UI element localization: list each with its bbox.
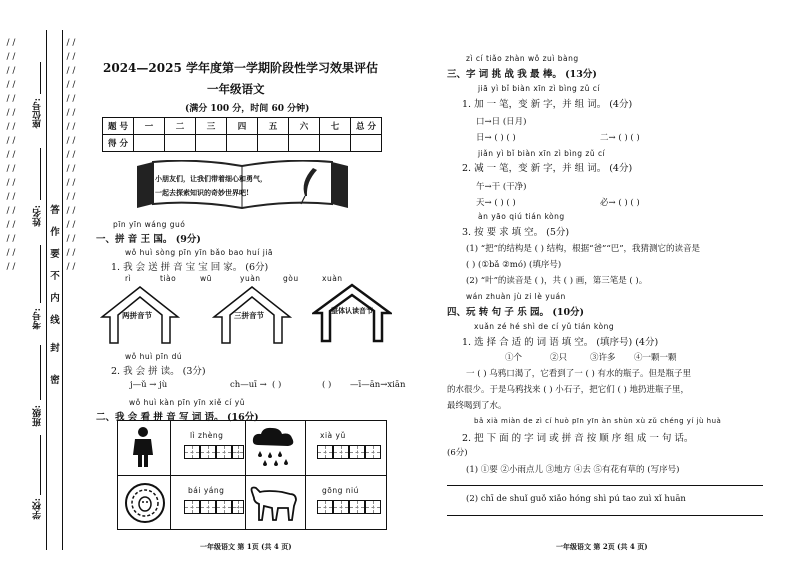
s3q1-pinyin: jiā yì bǐ biàn xīn zì bìng zǔ cí <box>478 84 600 93</box>
writing-box[interactable] <box>365 445 381 459</box>
score-cell[interactable] <box>289 135 320 152</box>
section2-title: 二、我 会 看 拼 音 写 词 语。 (16分) <box>96 412 259 423</box>
writing-box[interactable] <box>184 445 200 459</box>
s4q1-text: 1. 选 择 合 适 的 词 语 填 空。 (填序号) (4分) <box>462 337 659 348</box>
score-cell[interactable] <box>227 135 258 152</box>
score-header: 一 <box>134 118 165 135</box>
q1-text: 1. 我 会 送 拼 音 宝 宝 回 家。 (6分) <box>111 262 269 273</box>
section1-title: 一、拼 音 王 国。 (9分) <box>96 234 201 245</box>
score-header: 五 <box>258 118 289 135</box>
s4q1-option: ③许多 <box>590 353 616 363</box>
s3q1-a[interactable]: 日→ ( ) ( ) <box>476 133 516 143</box>
answer-line[interactable] <box>447 485 763 486</box>
seal-char: 密 <box>50 375 60 386</box>
house-label: 整体认读音节 <box>331 306 373 315</box>
footer-left: 一年级语文 第 1页 (共 4 页) <box>200 542 292 551</box>
q1-item: yuàn <box>240 274 261 283</box>
q2-blank[interactable]: ( ) <box>272 380 282 390</box>
score-cell[interactable] <box>165 135 196 152</box>
section3-pinyin: zì cí tiǎo zhàn wǒ zuì bàng <box>466 54 579 63</box>
s3q2-pinyin: jiǎn yì bǐ biàn xīn zì bìng zǔ cí <box>478 149 606 158</box>
house-label: 三拼音节 <box>234 311 264 320</box>
section4-title: 四、玩 转 句 子 乐 园。 (10分) <box>447 307 585 318</box>
s3q2-text: 2. 减 一 笔，变 新 字，并 组 词。 (4分) <box>462 163 633 174</box>
q1-pinyin: wǒ huì sòng pīn yīn bǎo bao huí jiā <box>125 248 274 257</box>
binding-line-right <box>62 30 63 550</box>
s3q3-1b[interactable]: ( ) (①bǎ ②mó) (填序号) <box>466 260 562 270</box>
s4q1-option: ④一颗一颗 <box>634 353 677 363</box>
seal-char: 线 <box>50 315 60 326</box>
s3q1-b[interactable]: 二→ ( ) ( ) <box>600 133 640 143</box>
writing-box[interactable] <box>216 445 232 459</box>
q1-item: rì <box>125 274 132 283</box>
seal-char: 要 <box>50 249 60 260</box>
word-pinyin: bái yáng <box>188 486 225 495</box>
bull-icon <box>248 482 300 522</box>
s3q2-example: 午→干 (干净) <box>476 182 527 192</box>
s3q2-a[interactable]: 天→ ( ) ( ) <box>476 198 516 208</box>
q2-pinyin: wǒ huì pīn dú <box>125 352 183 361</box>
score-header: 题 号 <box>103 118 134 135</box>
score-cell[interactable] <box>258 135 289 152</box>
seal-char: 答 <box>50 205 60 216</box>
standing-child-icon <box>128 425 158 469</box>
score-header: 七 <box>320 118 351 135</box>
s4q2-pinyin: bǎ xià miàn de zì cí huò pīn yīn àn shùn xù zǔ chéng yí jù huà <box>474 417 722 425</box>
writing-box[interactable] <box>333 500 349 514</box>
s4q2-text: 2. 把 下 面 的 字 词 或 拼 音 按 顺 序 组 成 一 句 话。 <box>462 433 694 444</box>
cut-line-right: / / / / / / / / / / / / / / / / / / / / / / / / / / / / / / / / / / <box>66 38 76 272</box>
score-cell[interactable] <box>320 135 351 152</box>
writing-box[interactable] <box>317 445 333 459</box>
cut-line-left: / / / / / / / / / / / / / / / / / / / / / / / / / / / / / / / / / / <box>6 38 16 272</box>
binding-line-left <box>46 30 47 550</box>
score-header: 总 分 <box>351 118 382 135</box>
s3q1-example: 口→日 (日月) <box>476 117 527 127</box>
q2-item: ch—uī → <box>230 380 267 390</box>
s4q1-line1[interactable]: 一 ( ) 乌鸦口渴了，它看到了一 ( ) 有水的瓶子。但是瓶子里 <box>466 369 691 379</box>
banner-line2: 一起去探索知识的奇妙世界吧! <box>155 188 250 197</box>
exam-subtitle: 一年级语文 <box>207 82 265 96</box>
s3q3-pinyin: àn yāo qiú tián kòng <box>478 212 565 221</box>
writing-box[interactable] <box>232 445 244 459</box>
s4q1-option: ①个 <box>505 353 523 363</box>
score-header: 六 <box>289 118 320 135</box>
q2-item: —ī—ān→xiān <box>350 380 406 390</box>
school-field[interactable] <box>40 435 41 495</box>
sheep-icon <box>122 480 168 526</box>
word-pinyin: xià yǔ <box>320 431 346 440</box>
name-label: 姓名: <box>33 205 43 227</box>
q1-item: tiào <box>160 274 177 283</box>
score-cell[interactable] <box>196 135 227 152</box>
class-label: 班级: <box>33 405 43 427</box>
rain-cloud-icon <box>250 425 298 469</box>
section3-title: 三、字 词 挑 战 我 最 棒。 (13分) <box>447 69 597 80</box>
seal-char: 作 <box>50 227 60 238</box>
book-banner <box>135 160 350 210</box>
writing-box[interactable] <box>349 500 365 514</box>
s4q1-line3: 最终喝到了水。 <box>447 401 507 411</box>
q1-item: wū <box>200 274 212 283</box>
binding-strip <box>0 0 75 561</box>
s4q1-option: ②只 <box>550 353 568 363</box>
writing-box[interactable] <box>349 445 365 459</box>
writing-box[interactable] <box>216 500 232 514</box>
seat-label: 座位号: <box>33 98 43 129</box>
seat-field[interactable] <box>40 62 41 94</box>
writing-box[interactable] <box>317 500 333 514</box>
answer-line[interactable] <box>447 515 763 516</box>
score-label: 得 分 <box>103 135 134 152</box>
exam-no-field[interactable] <box>40 245 41 303</box>
school-label: 学校: <box>33 498 43 520</box>
seal-char: 不 <box>50 271 60 282</box>
writing-box[interactable] <box>232 500 244 514</box>
exam-no-label: 考号: <box>33 308 43 330</box>
seal-char: 封 <box>50 343 60 354</box>
word-pinyin: gōng niú <box>322 486 359 495</box>
q1-item: xuàn <box>322 274 343 283</box>
writing-box[interactable] <box>184 500 200 514</box>
writing-box[interactable] <box>200 500 216 514</box>
score-header: 三 <box>196 118 227 135</box>
s3q3-text: 3. 按 要 求 填 空。 (5分) <box>462 227 570 238</box>
s4q2-1: (1) ①要 ②小雨点儿 ③地方 ④去 ⑤有花有草的 (写序号) <box>466 465 680 475</box>
score-cell[interactable] <box>351 135 382 152</box>
score-header: 四 <box>227 118 258 135</box>
seal-char: 内 <box>50 293 60 304</box>
s4q2-2: (2) chī de shuǐ guǒ xiǎo hóng shì pú tao zuì xǐ huān <box>466 494 686 504</box>
score-table <box>102 117 382 152</box>
word-pinyin: lì zhèng <box>190 431 224 440</box>
s3q3-2[interactable]: (2) “叶”的读音是 ( )，共 ( ) 画，第三笔是 ( )。 <box>466 276 648 286</box>
section4-pinyin: wán zhuàn jù zi lè yuán <box>466 292 566 301</box>
q2-blank[interactable]: ( ) <box>322 380 332 390</box>
exam-note: (满分 100 分，时间 60 分钟) <box>185 104 310 114</box>
s3q1-text: 1. 加 一 笔，变 新 字，并 组 词。 (4分) <box>462 99 633 110</box>
section2-pinyin: wǒ huì kàn pīn yīn xiě cí yǔ <box>129 398 245 407</box>
writing-box[interactable] <box>200 445 216 459</box>
q2-text: 2. 我 会 拼 读。 (3分) <box>111 366 206 377</box>
s3q2-b[interactable]: 必→ ( ) ( ) <box>600 198 640 208</box>
score-header: 二 <box>165 118 196 135</box>
s4q1-line2[interactable]: 的水很少。于是乌鸦找来 ( ) 小石子，把它们 ( ) 地扔进瓶子里， <box>447 385 689 395</box>
score-cell[interactable] <box>134 135 165 152</box>
name-field[interactable] <box>40 148 41 200</box>
house-label: 两拼音节 <box>122 311 152 320</box>
exam-title: 2024—2025 学年度第一学期阶段性学习效果评估 <box>103 61 378 75</box>
banner-line1: 小朋友们，让我们带着细心和勇气， <box>155 174 267 183</box>
q1-item: gòu <box>283 274 299 283</box>
footer-right: 一年级语文 第 2页 (共 4 页) <box>556 542 648 551</box>
writing-box[interactable] <box>333 445 349 459</box>
writing-box[interactable] <box>365 500 381 514</box>
s3q3-1[interactable]: (1) “把”的结构是 ( ) 结构，根据“爸”“巴”，我猜测它的读音是 <box>466 244 701 254</box>
s4q2-score: (6分) <box>447 448 468 458</box>
section1-pinyin: pīn yīn wáng guó <box>113 220 186 229</box>
class-field[interactable] <box>40 345 41 400</box>
q2-item: j—ǔ → jù <box>130 380 168 390</box>
s4q1-pinyin: xuǎn zé hé shì de cí yǔ tián kòng <box>474 322 615 331</box>
